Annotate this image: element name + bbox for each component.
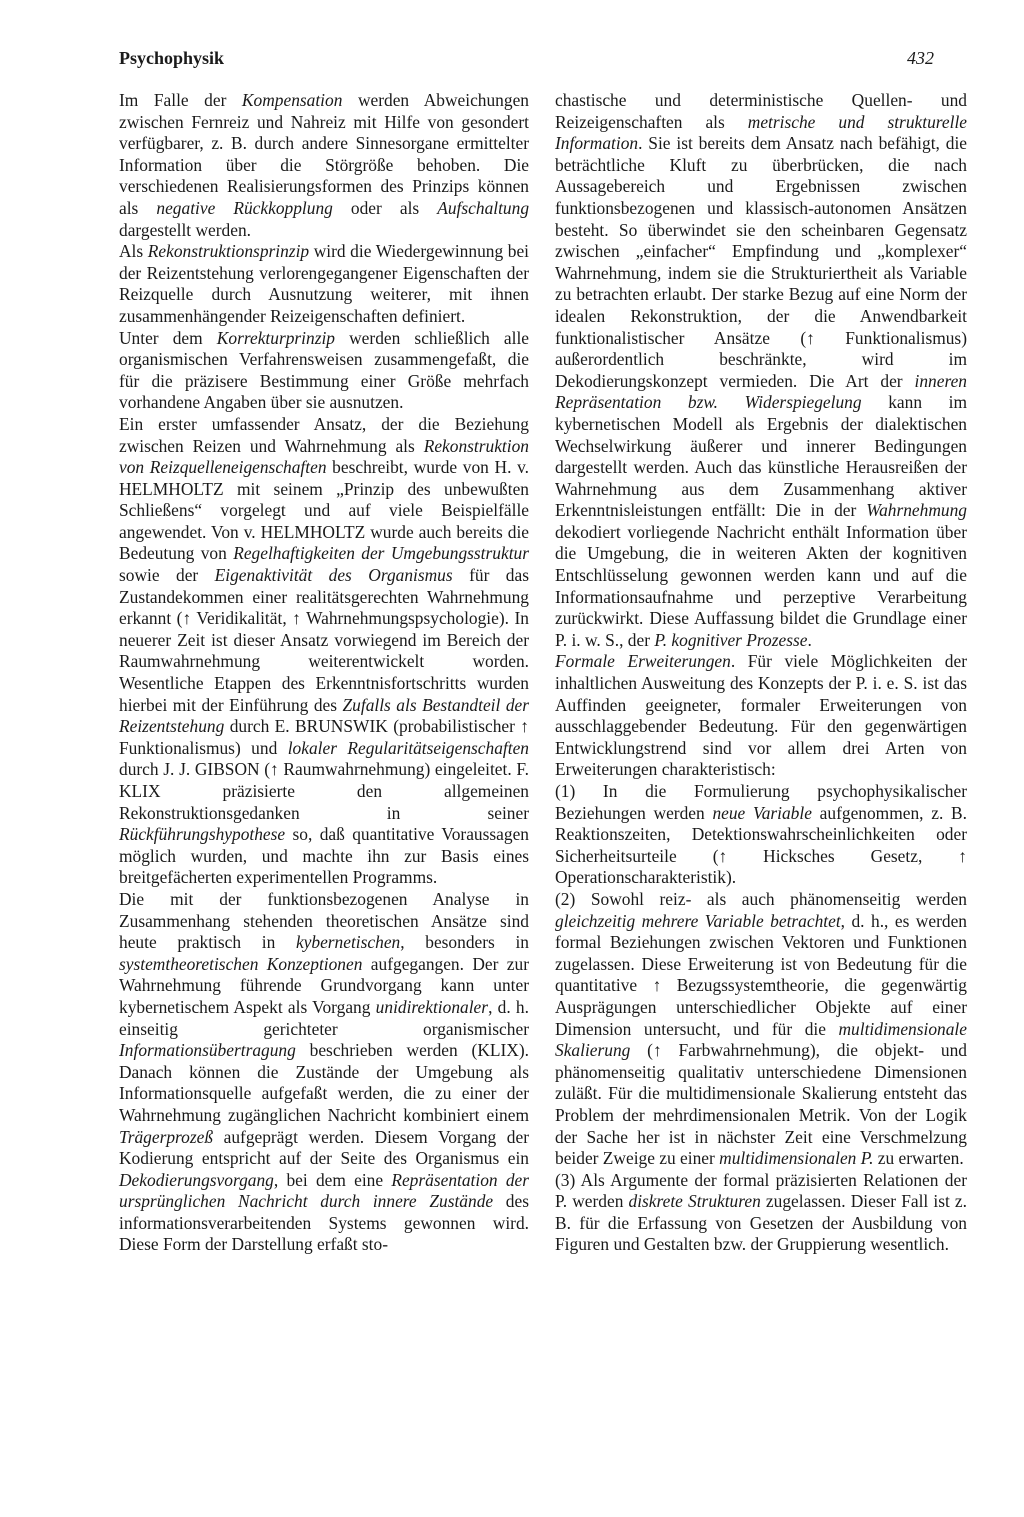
text-run: Unter dem <box>119 327 217 348</box>
paragraph-korrekturprinzip <box>119 328 529 414</box>
emphasized-term: multidimensionale Skalierung <box>555 1018 967 1061</box>
text-run: , d. h. einseitig gerichteter organismischer <box>119 996 529 1039</box>
paragraph-formale-erweiterungen <box>555 651 967 781</box>
text-run: des informationsverarbeitenden Systems gewonnen wird. Diese Form der Darstellung erfaßt sto- <box>119 1191 529 1255</box>
text-run: , d. h., es werden formal Beziehungen zwischen Vektoren und Funktionen zugelassen. Diese Erweiterung ist von Bedeutung für die quantitative ↑ Bezugssystemtheorie, die gegenwärtig Ausprägungen unterschiedlicher Objekte auf einer Dimension untersucht, und für die <box>555 910 967 1039</box>
emphasized-term: Formale Erweiterungen <box>555 651 731 672</box>
text-run: (↑ Farbwahrnehmung), die objekt- und phänomenseitig qualitativ unterschiedene Dimensionen zuläßt. Für die multidimensionale Skalierung entsteht das Problem der mehrdimensionalen Metrik. Von der Logik der Sache her ist in nächster Zeit eine Verschmelzung beider Zweige zu einer <box>555 1040 967 1169</box>
right-column <box>555 90 967 1256</box>
paragraph-kompensation <box>119 90 529 241</box>
emphasized-term: unidirektionaler <box>375 996 489 1017</box>
emphasized-term: Regelhaftigkeiten der Umgebungsstruktur <box>233 543 529 564</box>
paragraph-list-item-1 <box>555 781 967 889</box>
text-run: . Für viele Möglichkeiten der inhaltlichen Ausweitung des Konzepts der P. i. e. S. ist das Auffinden geeigneter, formaler Erweiterungen von ausschlaggebender Bedeutung. Für den gegenwärtigen Entwicklungstrend sind vor allem drei Arten von Erweiterungen charakteristisch: <box>555 651 967 780</box>
text-run: aufgegangen. Der zur Wahrnehmung führende Grundvorgang kann unter kybernetischem Aspekt als Vorgang <box>119 953 529 1017</box>
emphasized-term: lokaler Regularitätseigenschaften <box>287 737 529 758</box>
emphasized-term: Zufalls als Bestandteil der Reizentstehung <box>119 694 529 737</box>
text-run: so, daß quantitative Voraussagen möglich wurden, und machte ihn zur Basis eines breitgefächerten experimentellen Programms. <box>119 824 529 888</box>
emphasized-term: Wahrnehmung <box>866 500 967 521</box>
paragraph-rekonstruktionsprinzip <box>119 241 529 327</box>
text-run: wird die Wiedergewinnung bei der Reizentstehung verlorengegangener Eigenschaften der Reizquelle durch Ausnutzung weiterer, mit ihnen zusammenhängender Reizeigenschaften definiert. <box>119 241 529 326</box>
paragraph-list-item-2 <box>555 889 967 1170</box>
text-run: . Sie ist bereits dem Ansatz nach befähigt, die beträchtliche Kluft zu überbrücken, die nach Aussagebereich und Ergebnissen zwischen funktionsbezogenen und klassisch-autonomen Ansätzen besteht. So überwindet sie den scheinbaren Gegensatz zwischen „einfacher“ Empfindung und „komplexer“ Wahrnehmung, indem sie die Strukturiertheit als Variable zu betrachten erlaubt. Der starke Bezug auf eine Norm der idealen Rekonstruktion, der die Anwendbarkeit funktionalistischer Ansätze (↑ Funktionalismus) außerordentlich beschränkte, wird im Dekodierungskonzept vermieden. Die Art der <box>555 133 967 391</box>
paragraph-list-item-3 <box>555 1170 967 1256</box>
emphasized-term: Informationsübertragung <box>119 1040 296 1061</box>
text-run: . <box>807 629 812 650</box>
emphasized-term: inneren Repräsentation bzw. Widerspiegelung <box>555 370 967 413</box>
emphasized-term: Repräsentation der ursprünglichen Nachricht durch innere Zustände <box>119 1169 530 1212</box>
emphasized-term: gleichzeitig mehrere Variable betrachtet <box>555 910 841 931</box>
emphasized-term: negative Rückkopplung <box>156 197 333 218</box>
text-run: Ein erster umfassender Ansatz, der die Beziehung zwischen Reizen und Wahrnehmung als <box>119 413 529 456</box>
paragraph-dekodierung <box>555 90 967 651</box>
text-run: zu erwarten. <box>873 1148 964 1169</box>
emphasized-term: Rekonstruktion von Reizquelleneigenschaften <box>119 435 529 478</box>
left-column <box>119 90 529 1256</box>
text-run: , bei dem eine <box>273 1169 392 1190</box>
page-number: 432 <box>907 48 934 68</box>
text-run: durch J. J. GIBSON (↑ Raumwahrnehmung) eingeleitet. F. KLIX präzisierte den allgemeinen Rekonstruktionsgedanken in seiner <box>119 759 529 823</box>
text-run: beschrieben werden (KLIX). Danach können die Zustände der Umgebung als Informationsquelle aufgefaßt werden, die zu einer der Wahrnehmung zugänglichen Nachricht kombiniert einem <box>119 1040 529 1125</box>
text-run: Im Falle der <box>119 90 242 110</box>
text-run: sowie der <box>119 565 215 586</box>
text-run: Als <box>119 241 148 262</box>
text-run: Die mit der funktionsbezogenen Analyse in Zusammenhang stehenden theoretischen Ansätze sind heute praktisch in <box>119 888 529 953</box>
text-run: durch E. BRUNSWIK (probabilistischer ↑ Funktionalismus) und <box>119 716 529 758</box>
text-run: chastische und deterministische Quellen- und Reizeigenschaften als <box>555 90 967 132</box>
running-head <box>119 48 934 72</box>
text-run: dargestellt werden. <box>119 219 251 240</box>
text-run: aufgeprägt werden. Diesem Vorgang der Kodierung entspricht auf der Seite des Organismus ein <box>119 1126 529 1169</box>
emphasized-term: Trägerprozeß <box>119 1126 214 1147</box>
paragraph-helmholtz <box>119 414 529 889</box>
text-run: kann im kybernetischen Modell als Ergebnis der dialektischen Wechselwirkung äußerer und innerer Bedingungen dargestellt werden. Auch das künstliche Herausreißen der Wahrnehmung aus dem Zusammenhang aktiver Erkenntnisleistungen entfällt: Die in der <box>555 392 968 521</box>
emphasized-term: metrische und strukturelle Information <box>555 111 967 154</box>
text-run: werden Abweichungen zwischen Fernreiz und Nahreiz mit Hilfe von gesondert verfügbarer, z. B. durch andere Sinnesorgane ermittelter Information über die Störgröße behoben. Die verschiedenen Realisierungsformen des Prinzips können als <box>119 90 529 218</box>
text-run: dekodiert vorliegende Nachricht enthält Information über die Umgebung, die in weiteren Akten der kognitiven Entschlüsselung gewonnen werden kann und auf die Informationsaufnahme und perzeptive Verarbeitung zurückwirkt. Diese Auffassung bildet die Grundlage einer P. i. w. S., der <box>555 521 967 650</box>
emphasized-term: Kompensation <box>241 90 343 110</box>
text-run: aufgenommen, z. B. Reaktionszeiten, Detektionswahrscheinlichkeiten oder Sicherheitsurteile (↑ Hicksches Gesetz, ↑ Operationscharakteristik). <box>555 802 967 888</box>
text-run: (3) Als Argumente der formal präzisierten Relationen der P. werden <box>555 1169 967 1212</box>
emphasized-term: diskrete Strukturen <box>628 1191 761 1212</box>
emphasized-term: Eigenaktivität des Organismus <box>214 565 453 586</box>
text-run: beschreibt, wurde von H. v. HELMHOLTZ mit seinem „Prinzip des unbewußten Schließens“ vorgelegt und auf viele Beispielfälle angewendet. Von v. HELMHOLTZ wurde auch bereits die Bedeutung von <box>119 457 529 564</box>
emphasized-term: Rekonstruktionsprinzip <box>147 241 310 262</box>
text-run: werden schließlich alle organismischen Verfahrensweisen zusammengefaßt, die für die präzisere Bestimmung einer Größe mehrfach vorhandene Angaben über sie ausnutzen. <box>119 327 529 413</box>
text-run: , besonders in <box>400 932 529 953</box>
emphasized-term: P. kognitiver Prozesse <box>654 629 808 650</box>
text-run: (1) In die Formulierung psychophysikalischer Beziehungen werden <box>555 781 967 823</box>
emphasized-term: Korrekturprinzip <box>216 327 335 348</box>
emphasized-term: neue Variable <box>712 802 812 823</box>
emphasized-term: kybernetischen <box>295 932 401 953</box>
emphasized-term: multidimensionalen P. <box>719 1148 874 1169</box>
emphasized-term: Dekodierungsvorgang <box>119 1169 274 1190</box>
text-run: für das Zustandekommen einer realitätsgerechten Wahrnehmung erkannt (↑ Veridikalität, ↑ Wahrnehmungspsychologie). In neuerer Zeit ist dieser Ansatz vorwiegend im Bereich der Raumwahrnehmung weiterentwickelt worden. Wesentliche Etappen des Erkenntnisfortschritts wurden hierbei mit der Einführung des <box>119 565 529 715</box>
emphasized-term: systemtheoretischen Konzeptionen <box>119 953 363 974</box>
emphasized-term: Rückführungshypothese <box>119 824 286 845</box>
text-run: (2) Sowohl reiz- als auch phänomenseitig werden <box>555 888 967 909</box>
paragraph-kybernetik <box>119 889 529 1256</box>
page-title: Psychophysik <box>119 48 225 68</box>
emphasized-term: Aufschaltung <box>437 197 530 218</box>
text-run: oder als <box>332 197 438 218</box>
text-run: zugelassen. Dieser Fall ist z. B. für die Erfassung von Gesetzen der Ausbildung von Figuren und Gestalten bzw. der Gruppierung wesentlich. <box>555 1191 967 1255</box>
